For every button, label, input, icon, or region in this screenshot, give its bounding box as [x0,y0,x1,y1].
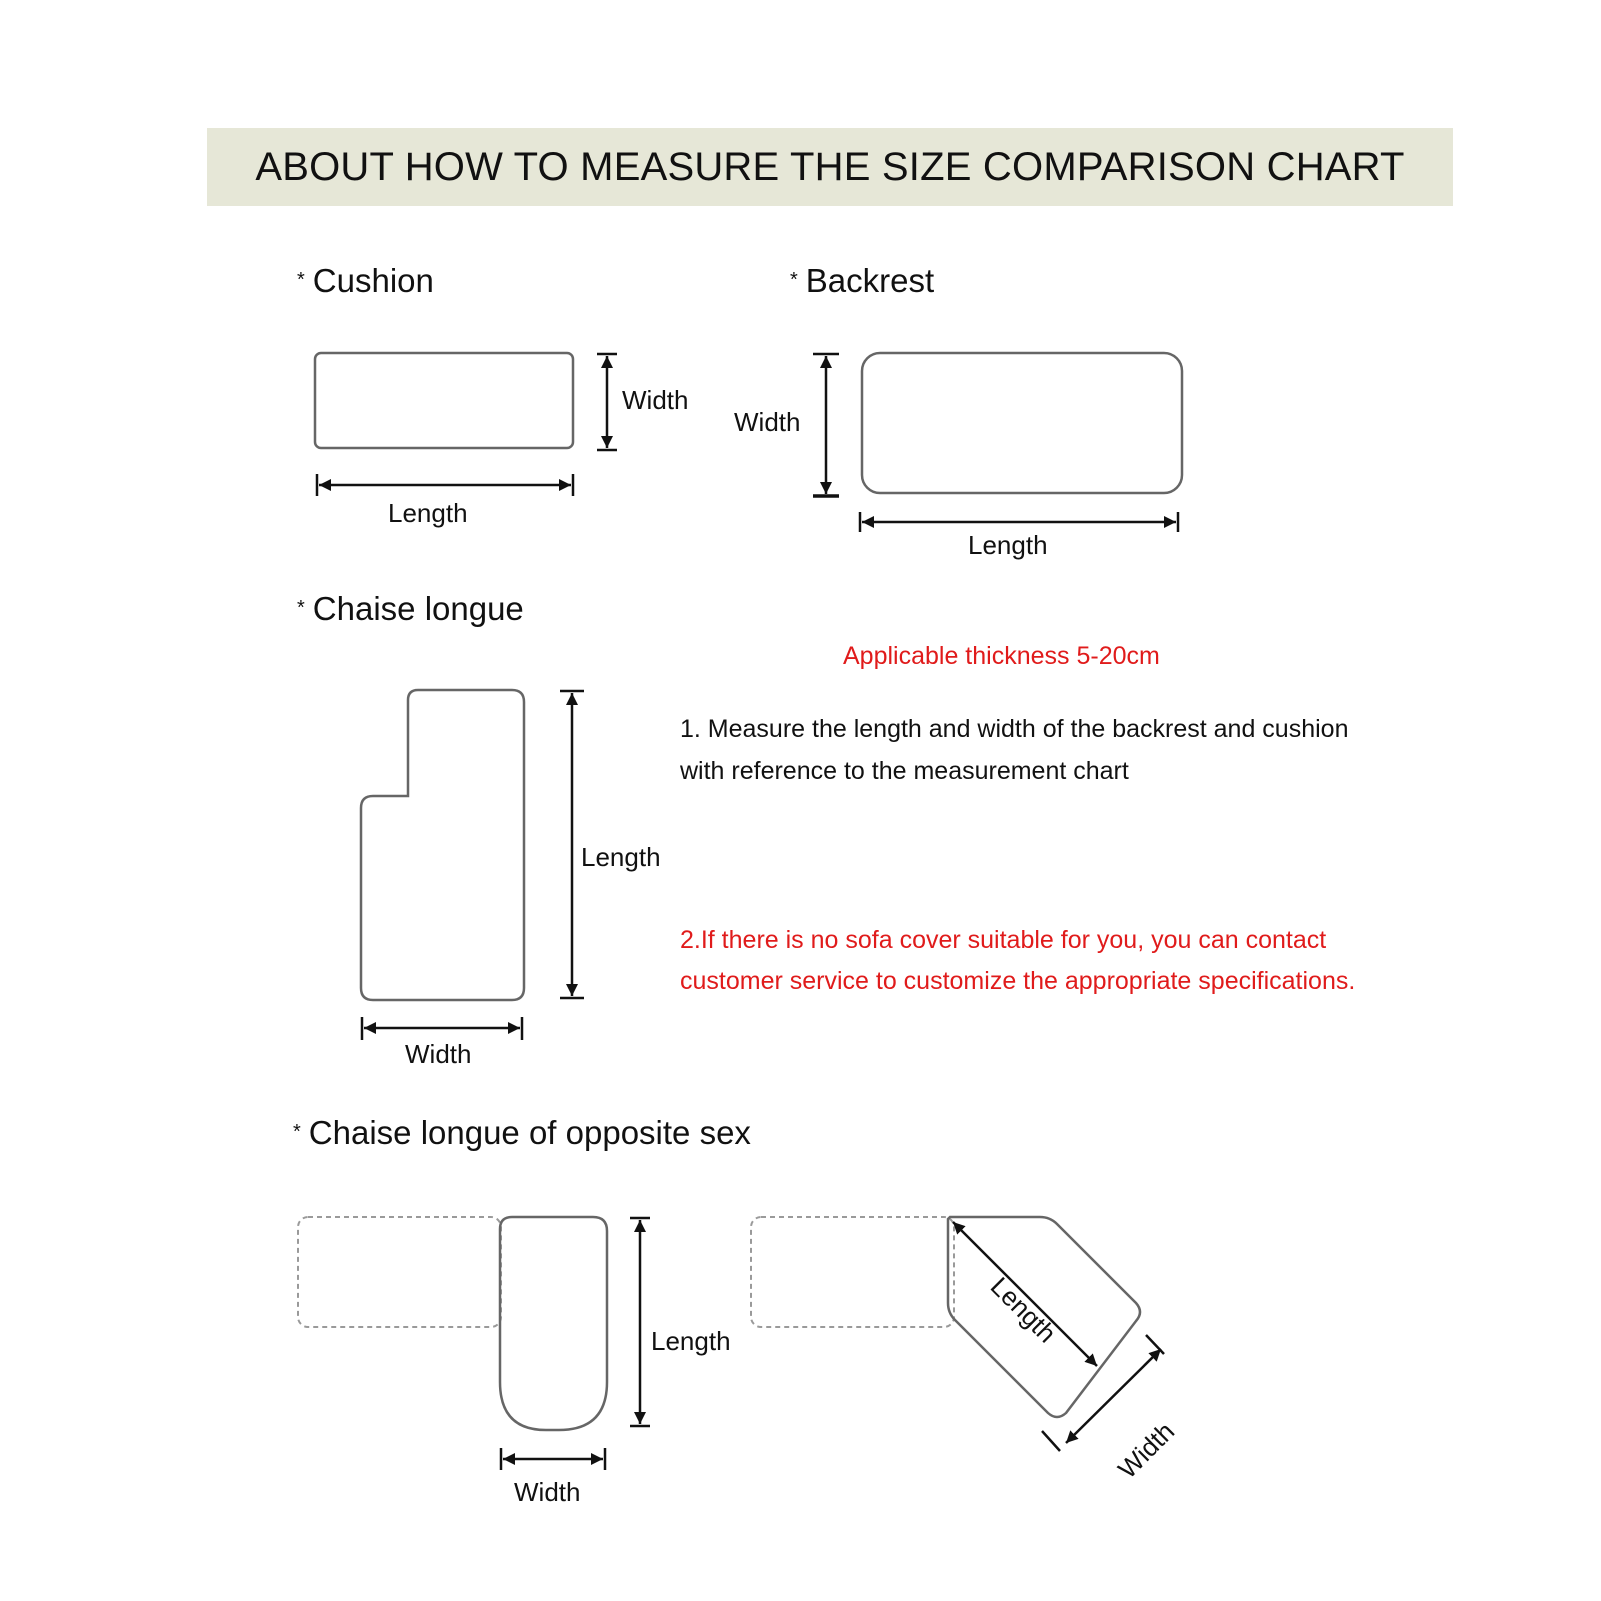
cushion-diagram [315,353,617,496]
opposite-left-width-label: Width [514,1477,581,1507]
backrest-width-arrow [813,354,839,496]
section-title-cushion: * Cushion [297,262,434,299]
section-title-opposite: * Chaise longue of opposite sex [293,1114,751,1151]
star-icon: * [297,597,305,619]
star-icon: * [790,269,798,291]
adjacent-seat-dashed [298,1217,501,1327]
cushion-width-label: Width [622,385,689,415]
chaise-shape [361,690,524,1000]
opposite-left-length-arrow [630,1218,650,1426]
backrest-width-label: Width [734,407,801,437]
opposite-left-length-label: Length [651,1326,731,1356]
section-title-backrest: * Backrest [790,262,935,299]
thickness-note: Applicable thickness 5-20cm [843,642,1160,670]
cushion-length-arrow [317,474,573,496]
opposite-right-diagram [751,1217,1164,1451]
star-icon: * [297,269,305,291]
chaise-width-arrow [362,1017,522,1040]
cushion-length-label: Length [388,498,468,528]
cushion-shape [315,353,573,448]
opposite-right-width-label: Width [1112,1415,1181,1485]
chaise-piece-shape [500,1217,607,1430]
page-title: ABOUT HOW TO MEASURE THE SIZE COMPARISON CHART [255,145,1405,189]
note-1-line-2: with reference to the measurement chart [680,757,1129,785]
cushion-width-arrow [597,354,617,450]
note-2-line-1: 2.If there is no sofa cover suitable for you, you can contact [680,926,1327,954]
star-icon: * [293,1121,301,1143]
backrest-shape [862,353,1182,493]
note-1-line-1: 1. Measure the length and width of the backrest and cushion [680,715,1349,743]
opposite-left-diagram [298,1217,650,1470]
adjacent-seat-dashed [751,1217,954,1327]
backrest-length-arrow [860,512,1178,532]
chaise-width-label: Width [405,1039,472,1069]
opposite-right-length-label: Length [984,1271,1063,1349]
chaise-length-label: Length [581,842,661,872]
backrest-diagram [813,353,1182,532]
backrest-length-label: Length [968,530,1048,560]
opposite-left-width-arrow [501,1448,605,1470]
chaise-diagram [361,690,584,1040]
note-2-line-2: customer service to customize the appropriate specifications. [680,967,1356,995]
section-title-chaise: * Chaise longue [297,590,524,627]
